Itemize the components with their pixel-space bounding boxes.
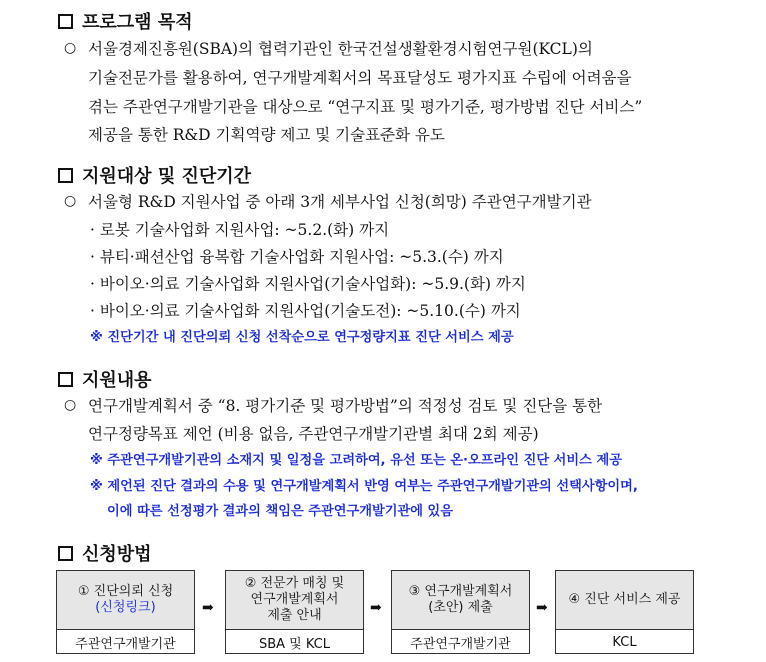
content-note: ※ 제언된 진단 결과의 수용 및 연구개발계획서 반영 여부는 주관연구개발기관의 선택사항이며,: [90, 479, 638, 494]
section-heading-target: [58, 162, 251, 188]
process-step-3: [391, 570, 530, 654]
target-item: · 바이오·의료 기술사업화 지원사업(기술사업화): ~5.9.(화) 까지: [90, 275, 526, 293]
section-heading-method: [58, 540, 152, 566]
purpose-line: 기술전문가를 활용하여, 연구개발계획서의 목표달성도 평가지표 수립에 어려움을: [88, 69, 632, 87]
step-label: 연구개발계획서: [250, 592, 339, 607]
section-title: 지원대상 및 진단기간: [82, 166, 252, 187]
step-description: [226, 571, 363, 630]
step-label: 제출 안내: [267, 608, 322, 623]
step-description: [556, 571, 693, 630]
content-line: 연구정량목표 제언 (비용 없음, 주관연구개발기관별 최대 2회 제공): [88, 425, 539, 443]
content-note: ※ 주관연구개발기관의 소재지 및 일정을 고려하여, 유선 또는 온·오프라인 진단 서비스 제공: [90, 453, 622, 468]
target-item: · 로봇 기술사업화 지원사업: ~5.2.(화) 까지: [90, 221, 390, 239]
checkbox-square-icon: [58, 14, 73, 29]
step-label: ② 전문가 매칭 및: [244, 576, 345, 591]
step-label: ③ 연구개발계획서: [408, 584, 513, 599]
right-arrow-icon: ➡: [536, 600, 548, 616]
step-actor: KCL: [612, 634, 637, 650]
purpose-line: 겪는 주관연구개발기관을 대상으로 “연구지표 및 평가기준, 평가방법 진단 서비스”: [88, 98, 643, 116]
right-arrow-icon: ➡: [202, 600, 214, 616]
section-title: 지원내용: [82, 370, 152, 391]
step-actor: 주관연구개발기관: [410, 636, 511, 652]
section-title: 신청방법: [82, 544, 152, 565]
target-item: · 뷰티·패션산업 융복합 기술사업화 지원사업: ~5.3.(수) 까지: [90, 248, 504, 266]
section-title: 프로그램 목적: [82, 12, 193, 33]
step-description: [57, 571, 194, 630]
purpose-line: 제공을 통한 R&D 기획역량 제고 및 기술표준화 유도: [88, 126, 445, 144]
apply-link[interactable]: (신청링크): [95, 600, 156, 615]
target-note: ※ 진단기간 내 진단의뢰 신청 선착순으로 연구정량지표 진단 서비스 제공: [90, 330, 514, 345]
bullet-circle-icon: ○: [64, 40, 77, 56]
step-label: (초안) 제출: [428, 600, 493, 615]
step-actor: SBA 및 KCL: [258, 636, 331, 652]
step-label: ④ 진단 서비스 제공: [568, 592, 681, 607]
target-item: · 바이오·의료 기술사업화 지원사업(기술도전): ~5.10.(수) 까지: [90, 302, 521, 320]
checkbox-square-icon: [58, 372, 73, 387]
target-intro: 서울형 R&D 지원사업 중 아래 3개 세부사업 신청(희망) 주관연구개발기관: [88, 193, 592, 211]
step-description: [392, 571, 529, 630]
bullet-circle-icon: ○: [64, 193, 77, 209]
checkbox-square-icon: [58, 168, 73, 183]
process-step-4: [555, 570, 694, 654]
step-label: ① 진단의뢰 신청: [77, 584, 174, 599]
section-heading-content: [58, 366, 152, 392]
purpose-line: 서울경제진흥원(SBA)의 협력기관인 한국건설생활환경시험연구원(KCL)의: [88, 40, 593, 58]
process-step-2: [225, 570, 364, 654]
bullet-circle-icon: ○: [64, 397, 77, 413]
step-actor: 주관연구개발기관: [75, 636, 176, 652]
process-step-1: [56, 570, 195, 654]
content-note: 이에 따른 선정평가 결과의 책임은 주관연구개발기관에 있음: [107, 504, 454, 519]
content-line: 연구개발계획서 중 “8. 평가기준 및 평가방법”의 적정성 검토 및 진단을 통한: [88, 397, 603, 415]
right-arrow-icon: ➡: [370, 600, 382, 616]
checkbox-square-icon: [58, 546, 73, 561]
section-heading-purpose: [58, 8, 193, 34]
